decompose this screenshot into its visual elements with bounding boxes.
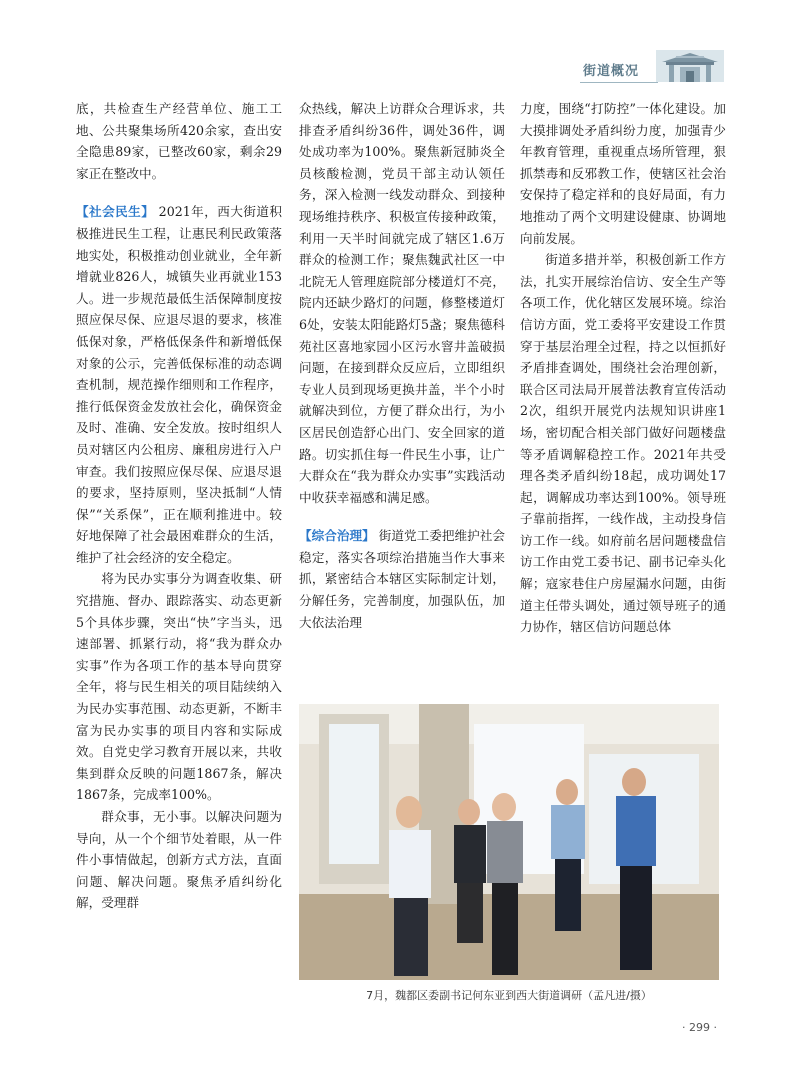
- text-column-2: [299, 98, 505, 633]
- paragraph: 众热线，解决上访群众合理诉求，共排查矛盾纠纷36件，调处36件，调处成功率为100%。聚焦新冠肺炎全员核酸检测，党员干部主动认领任务，深入检测一线发动群众、到接种现场维持秩序、积极宣传接种政策，利用一天半时间就完成了辖区1.6万群众的检测工作；聚焦魏武社区一中北院无人管理庭院部分楼道灯不亮，院内还缺少路灯的问题，修整楼道灯6处，安装太阳能路灯5盏；聚焦德科苑社区喜地家园小区污水窨井盖破损问题，在接到群众反应后，立即组织专业人员到现场更换井盖，半个小时就解决到位，方便了群众出行，为小区居民创造舒心出门、安全回家的道路。切实抓住每一件民生小事，让广大群众在“我为群众办实事”实践活动中收获幸福感和满足感。: [299, 101, 505, 505]
- text-column-3: [520, 98, 726, 638]
- social-livelihood-paragraph: [76, 201, 282, 568]
- building-gate-icon: [656, 50, 724, 82]
- paragraph: 底，共检查生产经营单位、施工工地、公共聚集场所420余家，查出安全隐患89家，已整改60家，剩余29家正在整改中。: [76, 101, 282, 181]
- section-label-governance: 【综合治理】: [299, 528, 375, 544]
- paragraph: 群众事，无小事。以解决问题为导向，从一个个细节处着眼，从一件件小事情做起，创新方式方法，直面问题、解决问题。聚焦矛盾纠纷化解，受理群: [76, 809, 282, 911]
- news-photo: [299, 704, 719, 980]
- page-number: · 299 ·: [682, 1021, 717, 1034]
- section-label-social: 【社会民生】: [76, 204, 155, 220]
- comprehensive-governance-paragraph: [299, 525, 505, 633]
- paragraph: 力度，围绕“打防控”一体化建设。加大摸排调处矛盾纠纷力度，加强青少年教育管理，重视重点场所管理，狠抓禁毒和反邪教工作，使辖区社会治安保持了稳定祥和的良好局面，有力地推动了两个文明建设健康、协调地向前发展。: [520, 101, 726, 246]
- section-title: 街道概况: [583, 64, 640, 79]
- photo-caption: 7月，魏都区委副书记何东亚到西大街道调研（孟凡进/摄）: [366, 989, 652, 1002]
- paragraph-text: 街道党工委把维护社会稳定，落实各项综治措施当作大事来抓，紧密结合本辖区实际制定计划，分解任务，完善制度，加强队伍，加大依法治理: [299, 528, 505, 630]
- paragraph-text: 2021年，西大街道积极推进民生工程，让惠民利民政策落地实处，积极推动创业就业，全年新增就业826人，城镇失业再就业153人。进一步规范最低生活保障制度按照应保尽保、应退尽退的要求，核准低保对象，严格低保条件和新增低保对象的公示，完善低保标准的动态调查机制，规范操作细则和工作程序，推行低保资金发放社会化，确保资金及时、准确、安全发放。按时组织人员对辖区内公租房、廉租房进行入户审查。我们按照应保尽保、应退尽退的要求，坚持原则，坚决抵制“人情保”“关系保”，正在顺利推进中。较好地保障了社会最困难群众的生活，维护了社会经济的安全稳定。: [76, 204, 282, 565]
- paragraph: 街道多措并举，积极创新工作方法，扎实开展综治信访、安全生产等各项工作，优化辖区发展环境。综治信访方面，党工委将平安建设工作贯穿于基层治理全过程，持之以恒抓好矛盾排查调处，围绕社会治理创新，联合区司法局开展普法教育宣传活动2次，组织开展党内法规知识讲座1场，密切配合相关部门做好问题楼盘等矛盾调解稳控工作。2021年共受理各类矛盾纠纷18起，成功调处17起，调解成功率达到100%。领导班子靠前指挥，一线作战，主动投身信访工作一线。如府前名居问题楼盘信访工作由党工委书记、副书记牵头化解；寇家巷住户房屋漏水问题，由街道主任带头调处，通过领导班子的通力协作，辖区信访问题总体: [520, 252, 726, 635]
- text-column-1: [76, 98, 282, 914]
- header-divider: [580, 82, 658, 83]
- paragraph: 将为民办实事分为调查收集、研究措施、督办、跟踪落实、动态更新5个具体步骤，突出“快”字当头，迅速部署、抓紧行动，将“我为群众办实事”作为各项工作的基本导向贯穿全年，将与民生相关的项目陆续纳入为民办实事范围、动态更新，不断丰富为民办实事的项目内容和实际成效。自党史学习教育开展以来，共收集到群众反映的问题1867条，解决1867条，完成率100%。: [76, 571, 282, 803]
